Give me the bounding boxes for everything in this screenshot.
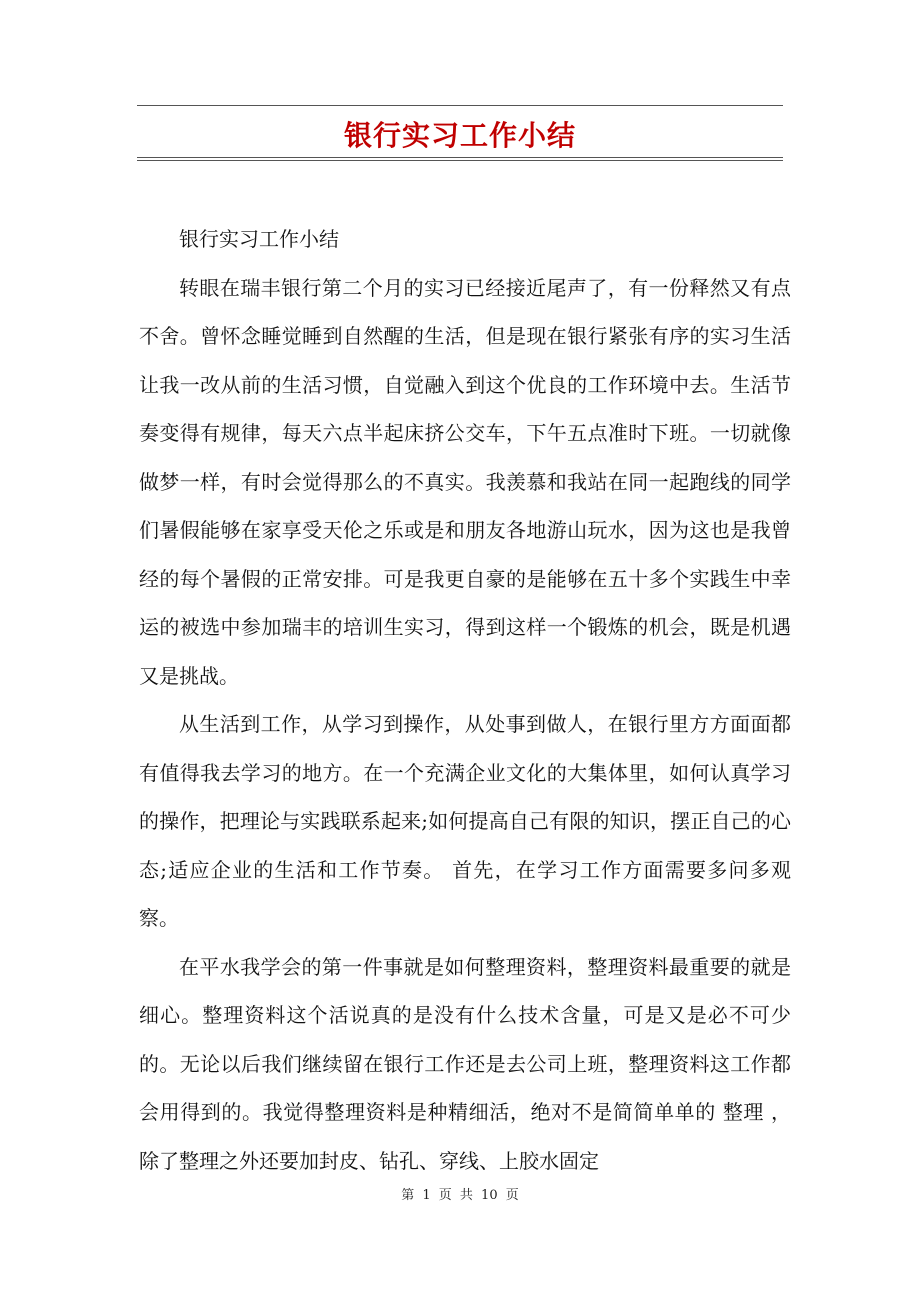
page-number-footer: 第 1 页 共 10 页 [401, 1188, 519, 1203]
document-title: 银行实习工作小结 [343, 119, 576, 152]
body-paragraph: 在平水我学会的第一件事就是如何整理资料，整理资料最重要的就是细心。整理资料这个活说真的是没有什么技术含量，可是又是必不可少的。无论以后我们继续留在银行工作还是去公司上班，整理资料这工作都会用得到的。我觉得整理资料是种精细活，绝对不是简简单单的 整理 ，除了整理之外还要加封皮、钻孔、穿线、上胶水固定 [139, 954, 791, 1173]
body-paragraph: 从生活到工作，从学习到操作，从处事到做人，在银行里方方面面都有值得我去学习的地方。在一个充满企业文化的大集体里，如何认真学习的操作，把理论与实践联系起来;如何提高自己有限的知识，摆正自己的心态;适应企业的生活和工作节奏。 首先，在学习工作方面需要多问多观察。 [139, 712, 791, 930]
header-rule-bottom-1 [137, 157, 783, 158]
header-rule-bottom-2 [137, 160, 783, 161]
body-paragraph: 转眼在瑞丰银行第二个月的实习已经接近尾声了，有一份释然又有点不舍。曾怀念睡觉睡到自然醒的生活，但是现在银行紧张有序的实习生活让我一改从前的生活习惯，自觉融入到这个优良的工作环境中去。生活节奏变得有规律，每天六点半起床挤公交车，下午五点准时下班。一切就像做梦一样，有时会觉得那么的不真实。我羡慕和我站在同一起跑线的同学们暑假能够在家享受天伦之乐或是和朋友各地游山玩水，因为这也是我曾经的每个暑假的正常安排。可是我更自豪的是能够在五十多个实践生中幸运的被选中参加瑞丰的培训生实习，得到这样一个锻炼的机会，既是机遇又是挑战。 [139, 275, 791, 688]
document-body [139, 215, 791, 1185]
header-rule-top [137, 105, 783, 106]
body-subtitle: 银行实习工作小结 [179, 227, 339, 251]
